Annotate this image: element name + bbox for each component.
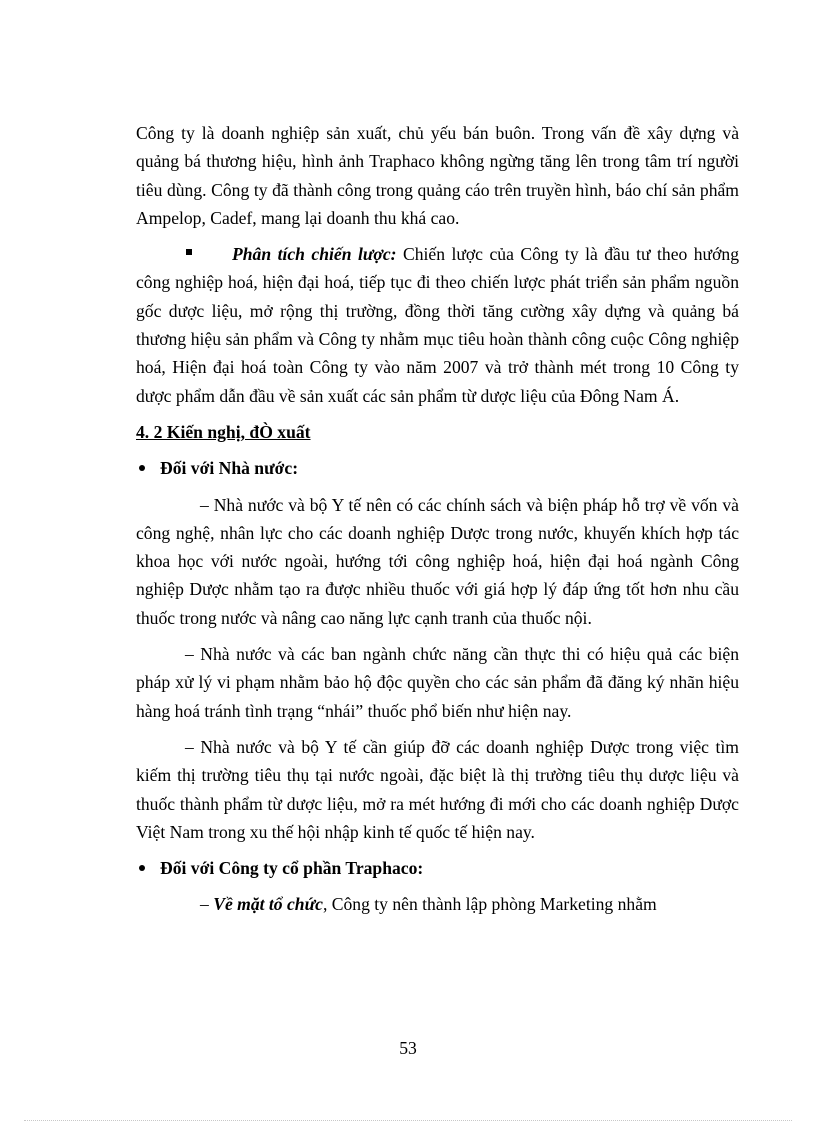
bullet-dot-icon (139, 465, 145, 471)
org-dash: – (200, 894, 214, 915)
bullet-state (136, 454, 739, 482)
square-bullet-icon (186, 249, 192, 255)
page-body (136, 119, 739, 927)
org-text: , Công ty nên thành lập phòng Marketing nhằm (322, 894, 657, 915)
page-number: 53 (399, 1038, 417, 1058)
org-label: Về mặt tổ chức (213, 894, 323, 915)
footer-divider (24, 1120, 792, 1121)
intro-paragraph: Công ty là doanh nghiệp sản xuất, chủ yếu bán buôn. Trong vấn đề xây dựng và quảng bá thương hiệu, hình ảnh Traphaco không ngừng tăng lên trong tâm trí người tiêu dùng. Công ty đã thành công trong quảng cáo trên truyền hình, báo chí sản phẩm Ampelop, Cadef, mang lại doanh thu khá cao. (136, 123, 739, 228)
state-paragraph-1: – Nhà nước và bộ Y tế nên có các chính sách và biện pháp hỗ trợ về vốn và công nghệ, nhân lực cho các doanh nghiệp Dược trong nước, khuyến khích hợp tác khoa học với nước ngoài, hướng tới công nghiệp hoá, hiện đại hoá ngành Công nghiệp Dược nhằm tạo ra được nhiều thuốc với giá hợp lý đáp ứng tốt hơn nhu cầu thuốc trong nước và nâng cao năng lực cạnh tranh của thuốc nội. (136, 494, 739, 628)
strategy-paragraph (136, 240, 739, 410)
org-paragraph (136, 890, 739, 918)
bullet-dot-icon (139, 865, 145, 871)
state-paragraph-2: – Nhà nước và các ban ngành chức năng cần thực thi có hiệu quả các biện pháp xử lý vi phạm nhằm bảo hộ độc quyền cho các sản phẩm đã đăng ký nhãn hiệu hàng hoá tránh tình trạng “nhái” thuốc phổ biến như hiện nay. (136, 644, 739, 721)
state-paragraph-3: – Nhà nước và bộ Y tế cần giúp đỡ các doanh nghiệp Dược trong việc tìm kiếm thị trường tiêu thụ tại nước ngoài, đặc biệt là thị trường tiêu thụ dược liệu và thuốc thành phẩm từ dược liệu, mở ra mét hướng đi mới cho các doanh nghiệp Dược Việt Nam trong xu thế hội nhập kinh tế quốc tế hiện nay. (136, 736, 739, 842)
bullet-company (136, 854, 739, 882)
strategy-text: Chiến lược của Công ty là đầu tư theo hướng công nghiệp hoá, hiện đại hoá, tiếp tục đi theo chiến lược phát triển sản phẩm nguồn gốc dược liệu, mở rộng thị trường, đồng thời tăng cường xây dựng và quảng bá thương hiệu sản phẩm và Công ty nhằm mục tiêu hoàn thành công cuộc Công nghiệp hoá, Hiện đại hoá toàn Công ty vào năm 2007 và trở thành mét trong 10 Công ty dược phẩm dẫn đầu về sản xuất các sản phẩm từ dược liệu của Đông Nam Á. (136, 244, 739, 406)
bullet-company-label: Đối với Công ty cổ phần Traphaco: (160, 858, 424, 879)
strategy-label: Phân tích chiến lược: (232, 244, 397, 265)
section-heading: 4. 2 Kiến nghị, đÒ xuất (136, 421, 311, 442)
bullet-state-label: Đối với Nhà nước: (160, 458, 299, 479)
